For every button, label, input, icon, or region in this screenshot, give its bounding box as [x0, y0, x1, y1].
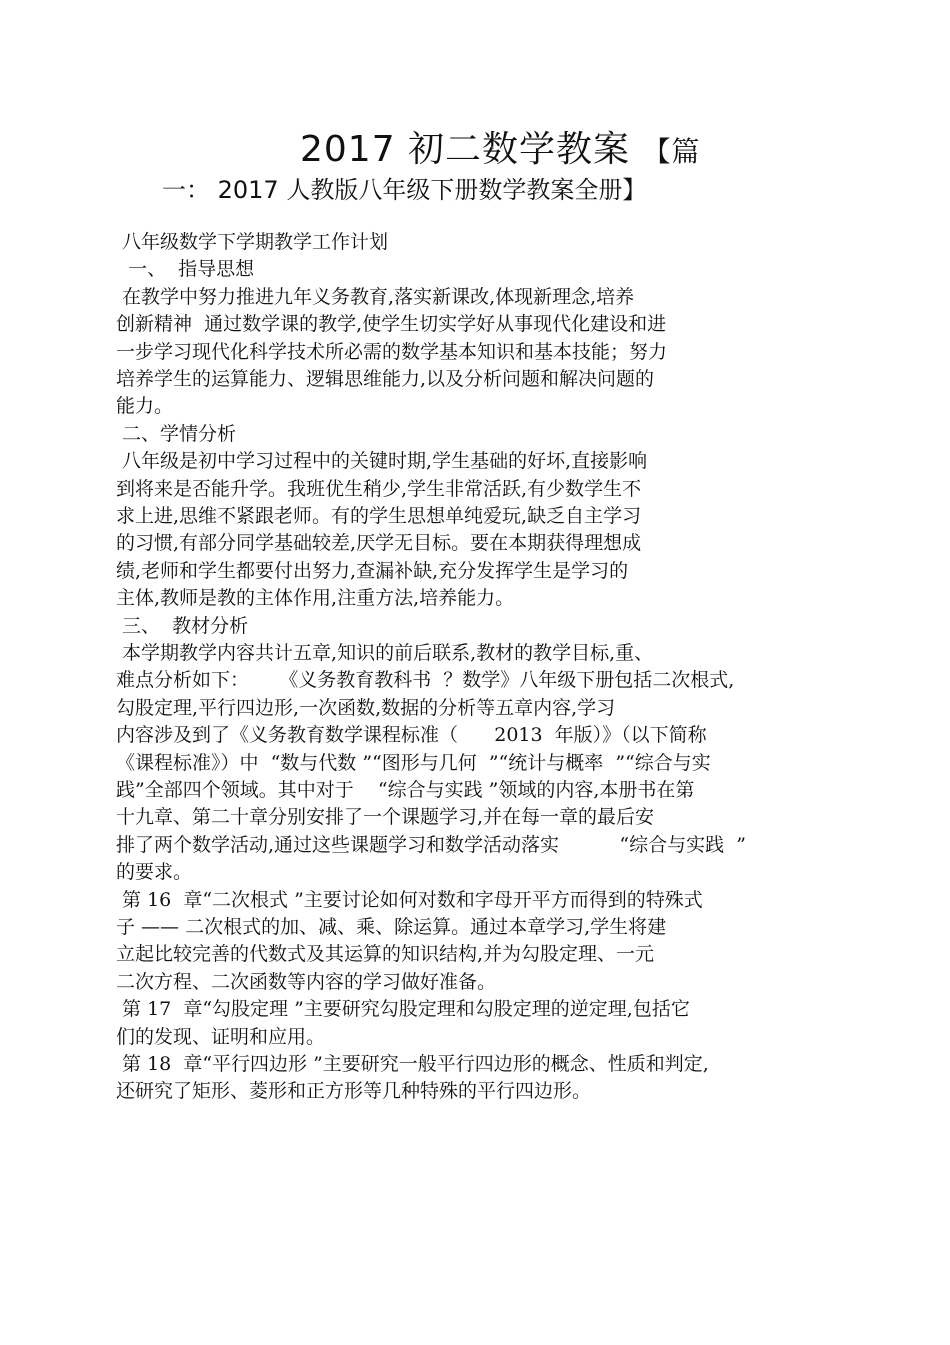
text-line: 培养学生的运算能力、逻辑思维能力,以及分析问题和解决问题的 [116, 368, 655, 390]
text-line: 八年级是初中学习过程中的关键时期,学生基础的好坏,直接影响 [116, 450, 648, 472]
text-line: 还研究了矩形、菱形和正方形等几种特殊的平行四边形。 [116, 1080, 592, 1102]
text-line: 创新精神 通过数学课的教学,使学生切实学好从事现代化建设和进 [116, 313, 667, 335]
text-line: 一步学习现代化科学技术所必需的数学基本知识和基本技能；努力 [116, 341, 668, 363]
text-line: 的要求。 [116, 861, 193, 883]
text-line: 一、 指导思想 [116, 258, 255, 280]
text-line: 二次方程、二次函数等内容的学习做好准备。 [116, 971, 497, 993]
text-line: 子 —— 二次根式的加、减、乘、除运算。通过本章学习,学生将建 [116, 916, 667, 938]
text-line: 到将来是否能升学。我班优生稍少,学生非常活跃,有少数学生不 [116, 478, 642, 500]
title-main: 2017 初二数学教案 [300, 129, 643, 170]
text-line: 《课程标准》）中 “数与代数 ”“图形与几何 ”“统计与概率 ”“综合与实 [116, 752, 711, 774]
text-line: 第 17 章“勾股定理 ”主要研究勾股定理和勾股定理的逆定理,包括它 [116, 998, 690, 1020]
text-line: 的习惯,有部分同学基础较差,厌学无目标。要在本期获得理想成 [116, 532, 642, 554]
text-line: 主体,教师是教的主体作用,注重方法,培养能力。 [116, 587, 515, 609]
text-line: 们的发现、证明和应用。 [116, 1026, 326, 1048]
document-title [300, 121, 701, 172]
text-line: 本学期教学内容共计五章,知识的前后联系,教材的教学目标,重、 [116, 642, 654, 664]
text-line: 第 18 章“平行四边形 ”主要研究一般平行四边形的概念、性质和判定, [116, 1053, 709, 1075]
text-line: 排了两个数学活动,通过这些课题学习和数学活动落实 “综合与实践 ” [116, 834, 746, 856]
text-line: 二、学情分析 [116, 423, 237, 445]
text-line: 十九章、第二十章分别安排了一个课题学习,并在每一章的最后安 [116, 806, 655, 828]
text-line: 勾股定理,平行四边形,一次函数,数据的分析等五章内容,学习 [116, 697, 616, 719]
document-subtitle: 一： 2017 人教版八年级下册数学教案全册】 [162, 176, 647, 204]
text-line: 能力。 [116, 395, 174, 417]
text-line: 立起比较完善的代数式及其运算的知识结构,并为勾股定理、一元 [116, 943, 655, 965]
text-line: 第 16 章“二次根式 ”主要讨论如何对数和字母开平方而得到的特殊式 [116, 889, 703, 911]
text-line: 践”全部四个领域。其中对于 “综合与实践 ”领域的内容,本册书在第 [116, 779, 695, 801]
text-line: 八年级数学下学期教学工作计划 [116, 231, 389, 253]
text-line: 三、 教材分析 [116, 615, 249, 637]
text-line: 求上进,思维不紧跟老师。有的学生思想单纯爱玩,缺乏自主学习 [116, 505, 642, 527]
text-line: 难点分析如下： 《义务教育教科书 ？数学》八年级下册包括二次根式, [116, 669, 735, 691]
text-line: 内容涉及到了《义务教育数学课程标准（ 2013 年版）》（以下简称 [116, 724, 707, 746]
text-line: 在教学中努力推进九年义务教育,落实新课改,体现新理念,培养 [116, 286, 635, 308]
title-tail: 【篇 [642, 135, 701, 168]
text-line: 绩,老师和学生都要付出努力,查漏补缺,充分发挥学生是学习的 [116, 560, 629, 582]
